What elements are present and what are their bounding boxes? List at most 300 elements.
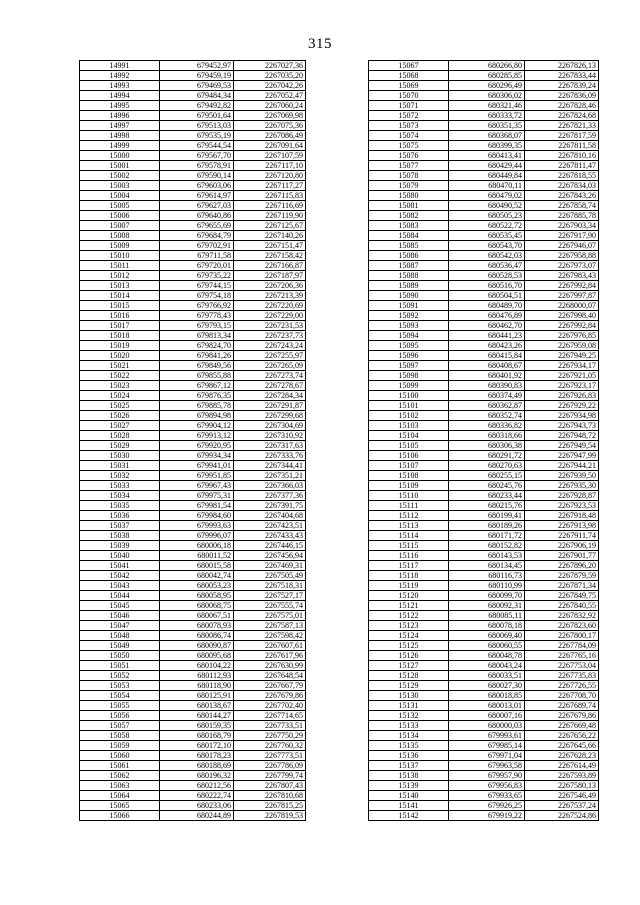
x-coordinate-cell: 680470,11 [449, 181, 525, 191]
table-row [369, 611, 599, 621]
x-coordinate-cell: 680199,41 [449, 511, 525, 521]
x-coordinate-cell: 680007,16 [449, 711, 525, 721]
y-coordinate-cell: 2267879,59 [525, 571, 599, 581]
point-number-cell: 15051 [80, 661, 160, 671]
y-coordinate-cell: 2267992,84 [525, 321, 599, 331]
x-coordinate-cell: 680000,03 [449, 721, 525, 731]
table-row [369, 651, 599, 661]
y-coordinate-cell: 2267116,69 [234, 201, 306, 211]
table-row [369, 251, 599, 261]
y-coordinate-cell: 2267630,99 [234, 661, 306, 671]
table-row [369, 771, 599, 781]
x-coordinate-cell: 679934,34 [160, 451, 234, 461]
x-coordinate-cell: 680321,46 [449, 101, 525, 111]
point-number-cell: 15123 [369, 621, 449, 631]
point-number-cell: 15094 [369, 331, 449, 341]
table-row [80, 521, 306, 531]
point-number-cell: 15026 [80, 411, 160, 421]
point-number-cell: 15122 [369, 611, 449, 621]
y-coordinate-cell: 2267946,07 [525, 241, 599, 251]
y-coordinate-cell: 2267871,34 [525, 581, 599, 591]
table-row [80, 351, 306, 361]
table-row [369, 211, 599, 221]
x-coordinate-cell: 680215,76 [449, 501, 525, 511]
table-row [80, 741, 306, 751]
y-coordinate-cell: 2267091,64 [234, 141, 306, 151]
table-row [80, 701, 306, 711]
x-coordinate-cell: 680112,93 [160, 671, 234, 681]
x-coordinate-cell: 679841,26 [160, 351, 234, 361]
point-number-cell: 15001 [80, 161, 160, 171]
point-number-cell: 15093 [369, 321, 449, 331]
table-row [369, 331, 599, 341]
x-coordinate-cell: 680086,74 [160, 631, 234, 641]
x-coordinate-cell: 680429,44 [449, 161, 525, 171]
table-row [80, 61, 306, 71]
point-number-cell: 15025 [80, 401, 160, 411]
y-coordinate-cell: 2267911,74 [525, 531, 599, 541]
x-coordinate-cell: 679513,03 [160, 121, 234, 131]
point-number-cell: 15083 [369, 221, 449, 231]
point-number-cell: 15072 [369, 111, 449, 121]
y-coordinate-cell: 2267784,09 [525, 641, 599, 651]
table-row [80, 231, 306, 241]
point-number-cell: 15052 [80, 671, 160, 681]
x-coordinate-cell: 679501,64 [160, 111, 234, 121]
y-coordinate-cell: 2267423,51 [234, 521, 306, 531]
x-coordinate-cell: 680408,67 [449, 361, 525, 371]
x-coordinate-cell: 680172,10 [160, 741, 234, 751]
y-coordinate-cell: 2267027,36 [234, 61, 306, 71]
y-coordinate-cell: 2267587,13 [234, 621, 306, 631]
point-number-cell: 15064 [80, 791, 160, 801]
table-row [80, 671, 306, 681]
y-coordinate-cell: 2267433,43 [234, 531, 306, 541]
point-number-cell: 15031 [80, 461, 160, 471]
point-number-cell: 15084 [369, 231, 449, 241]
x-coordinate-cell: 680058,95 [160, 591, 234, 601]
x-coordinate-cell: 679535,19 [160, 131, 234, 141]
point-number-cell: 15077 [369, 161, 449, 171]
table-row [369, 731, 599, 741]
table-row [369, 551, 599, 561]
y-coordinate-cell: 2267391,75 [234, 501, 306, 511]
y-coordinate-cell: 2267035,20 [234, 71, 306, 81]
x-coordinate-cell: 680144,27 [160, 711, 234, 721]
table-row [80, 81, 306, 91]
point-number-cell: 15009 [80, 241, 160, 251]
x-coordinate-cell: 679813,34 [160, 331, 234, 341]
table-row [80, 151, 306, 161]
table-row [80, 481, 306, 491]
point-number-cell: 15070 [369, 91, 449, 101]
table-row [80, 251, 306, 261]
point-number-cell: 15015 [80, 301, 160, 311]
point-number-cell: 15131 [369, 701, 449, 711]
y-coordinate-cell: 2267947,99 [525, 451, 599, 461]
x-coordinate-cell: 680476,89 [449, 311, 525, 321]
y-coordinate-cell: 2267819,53 [234, 811, 306, 821]
y-coordinate-cell: 2267284,34 [234, 391, 306, 401]
point-number-cell: 15046 [80, 611, 160, 621]
table-row [80, 381, 306, 391]
y-coordinate-cell: 2267760,32 [234, 741, 306, 751]
x-coordinate-cell: 679544,54 [160, 141, 234, 151]
table-row [80, 731, 306, 741]
y-coordinate-cell: 2267656,22 [525, 731, 599, 741]
point-number-cell: 15135 [369, 741, 449, 751]
y-coordinate-cell: 2267997,87 [525, 291, 599, 301]
point-number-cell: 15089 [369, 281, 449, 291]
point-number-cell: 15043 [80, 581, 160, 591]
x-coordinate-cell: 679981,54 [160, 501, 234, 511]
y-coordinate-cell: 2267799,74 [234, 771, 306, 781]
point-number-cell: 15139 [369, 781, 449, 791]
table-row [80, 341, 306, 351]
table-row [80, 361, 306, 371]
x-coordinate-cell: 679867,12 [160, 381, 234, 391]
x-coordinate-cell: 679459,19 [160, 71, 234, 81]
point-number-cell: 15102 [369, 411, 449, 421]
y-coordinate-cell: 2267901,77 [525, 551, 599, 561]
y-coordinate-cell: 2267918,48 [525, 511, 599, 521]
point-number-cell: 15129 [369, 681, 449, 691]
y-coordinate-cell: 2267935,30 [525, 481, 599, 491]
y-coordinate-cell: 2267679,86 [234, 691, 306, 701]
point-number-cell: 15104 [369, 431, 449, 441]
y-coordinate-cell: 2267959,08 [525, 341, 599, 351]
y-coordinate-cell: 2267125,67 [234, 221, 306, 231]
point-number-cell: 15028 [80, 431, 160, 441]
y-coordinate-cell: 2267229,00 [234, 311, 306, 321]
point-number-cell: 15086 [369, 251, 449, 261]
x-coordinate-cell: 679711,58 [160, 251, 234, 261]
y-coordinate-cell: 2267377,36 [234, 491, 306, 501]
point-number-cell: 14992 [80, 71, 160, 81]
x-coordinate-cell: 680479,02 [449, 191, 525, 201]
x-coordinate-cell: 679985,14 [449, 741, 525, 751]
x-coordinate-cell: 679720,01 [160, 261, 234, 271]
y-coordinate-cell: 2267645,66 [525, 741, 599, 751]
x-coordinate-cell: 680053,23 [160, 581, 234, 591]
table-row [369, 351, 599, 361]
y-coordinate-cell: 2267811,58 [525, 141, 599, 151]
x-coordinate-cell: 680333,72 [449, 111, 525, 121]
x-coordinate-cell: 679996,07 [160, 531, 234, 541]
point-number-cell: 15099 [369, 381, 449, 391]
table-row [80, 211, 306, 221]
point-number-cell: 15079 [369, 181, 449, 191]
point-number-cell: 15073 [369, 121, 449, 131]
point-number-cell: 15105 [369, 441, 449, 451]
point-number-cell: 15132 [369, 711, 449, 721]
y-coordinate-cell: 2267669,48 [525, 721, 599, 731]
x-coordinate-cell: 679885,78 [160, 401, 234, 411]
y-coordinate-cell: 2267765,16 [525, 651, 599, 661]
table-row [369, 691, 599, 701]
point-number-cell: 15081 [369, 201, 449, 211]
x-coordinate-cell: 680042,74 [160, 571, 234, 581]
x-coordinate-cell: 679492,82 [160, 101, 234, 111]
table-row [80, 421, 306, 431]
point-number-cell: 15030 [80, 451, 160, 461]
y-coordinate-cell: 2267117,10 [234, 161, 306, 171]
table-row [369, 561, 599, 571]
x-coordinate-cell: 679993,61 [449, 731, 525, 741]
point-number-cell: 15007 [80, 221, 160, 231]
y-coordinate-cell: 2267821,33 [525, 121, 599, 131]
table-row [369, 381, 599, 391]
x-coordinate-cell: 680048,78 [449, 651, 525, 661]
x-coordinate-cell: 679919,22 [449, 811, 525, 821]
table-row [369, 121, 599, 131]
table-row [369, 661, 599, 671]
y-coordinate-cell: 2267537,24 [525, 801, 599, 811]
point-number-cell: 15106 [369, 451, 449, 461]
table-row [369, 801, 599, 811]
table-row [369, 761, 599, 771]
table-row [369, 91, 599, 101]
point-number-cell: 15050 [80, 651, 160, 661]
table-row [369, 151, 599, 161]
table-row [369, 271, 599, 281]
y-coordinate-cell: 2267075,36 [234, 121, 306, 131]
table-row [369, 171, 599, 181]
y-coordinate-cell: 2267733,51 [234, 721, 306, 731]
x-coordinate-cell: 679951,85 [160, 471, 234, 481]
point-number-cell: 15140 [369, 791, 449, 801]
y-coordinate-cell: 2267446,15 [234, 541, 306, 551]
y-coordinate-cell: 2267607,61 [234, 641, 306, 651]
x-coordinate-cell: 679855,88 [160, 371, 234, 381]
table-row [369, 291, 599, 301]
table-row [369, 111, 599, 121]
table-row [369, 261, 599, 271]
table-row [369, 421, 599, 431]
table-row [80, 391, 306, 401]
y-coordinate-cell: 2267237,73 [234, 331, 306, 341]
x-coordinate-cell: 680159,35 [160, 721, 234, 731]
x-coordinate-cell: 680090,87 [160, 641, 234, 651]
x-coordinate-cell: 680441,23 [449, 331, 525, 341]
y-coordinate-cell: 2267231,53 [234, 321, 306, 331]
table-row [80, 681, 306, 691]
table-row [369, 621, 599, 631]
point-number-cell: 15085 [369, 241, 449, 251]
point-number-cell: 15115 [369, 541, 449, 551]
x-coordinate-cell: 679963,58 [449, 761, 525, 771]
x-coordinate-cell: 680390,83 [449, 381, 525, 391]
y-coordinate-cell: 2267913,98 [525, 521, 599, 531]
table-row [80, 801, 306, 811]
table-row [80, 321, 306, 331]
x-coordinate-cell: 680134,45 [449, 561, 525, 571]
x-coordinate-cell: 680118,90 [160, 681, 234, 691]
y-coordinate-cell: 2267527,17 [234, 591, 306, 601]
point-number-cell: 15006 [80, 211, 160, 221]
point-number-cell: 15013 [80, 281, 160, 291]
coordinates-table-right [368, 60, 599, 821]
table-row [80, 751, 306, 761]
point-number-cell: 15117 [369, 561, 449, 571]
x-coordinate-cell: 680099,70 [449, 591, 525, 601]
x-coordinate-cell: 680013,01 [449, 701, 525, 711]
point-number-cell: 15057 [80, 721, 160, 731]
point-number-cell: 15112 [369, 511, 449, 521]
table-row [369, 181, 599, 191]
point-number-cell: 15021 [80, 361, 160, 371]
point-number-cell: 15128 [369, 671, 449, 681]
y-coordinate-cell: 2267593,89 [525, 771, 599, 781]
y-coordinate-cell: 2267833,44 [525, 71, 599, 81]
x-coordinate-cell: 679993,63 [160, 521, 234, 531]
x-coordinate-cell: 680351,35 [449, 121, 525, 131]
point-number-cell: 15068 [369, 71, 449, 81]
y-coordinate-cell: 2267456,94 [234, 551, 306, 561]
table-row [80, 301, 306, 311]
table-row [369, 221, 599, 231]
table-row [80, 221, 306, 231]
y-coordinate-cell: 2267934,98 [525, 411, 599, 421]
x-coordinate-cell: 680143,53 [449, 551, 525, 561]
y-coordinate-cell: 2267304,69 [234, 421, 306, 431]
point-number-cell: 15067 [369, 61, 449, 71]
table-row [80, 191, 306, 201]
y-coordinate-cell: 2267505,49 [234, 571, 306, 581]
y-coordinate-cell: 2267628,23 [525, 751, 599, 761]
point-number-cell: 15126 [369, 651, 449, 661]
point-number-cell: 15042 [80, 571, 160, 581]
point-number-cell: 15060 [80, 751, 160, 761]
x-coordinate-cell: 679971,04 [449, 751, 525, 761]
point-number-cell: 15082 [369, 211, 449, 221]
table-row [369, 531, 599, 541]
point-number-cell: 15039 [80, 541, 160, 551]
x-coordinate-cell: 679956,83 [449, 781, 525, 791]
x-coordinate-cell: 679590,14 [160, 171, 234, 181]
table-row [80, 441, 306, 451]
table-row [369, 101, 599, 111]
x-coordinate-cell: 680542,03 [449, 251, 525, 261]
coordinates-table-left [79, 60, 306, 821]
y-coordinate-cell: 2267366,03 [234, 481, 306, 491]
point-number-cell: 15076 [369, 151, 449, 161]
table-row [80, 241, 306, 251]
x-coordinate-cell: 679603,06 [160, 181, 234, 191]
table-row [369, 311, 599, 321]
x-coordinate-cell: 680171,72 [449, 531, 525, 541]
table-row [80, 591, 306, 601]
point-number-cell: 15037 [80, 521, 160, 531]
y-coordinate-cell: 2267992,84 [525, 281, 599, 291]
table-row [369, 541, 599, 551]
table-row [80, 601, 306, 611]
x-coordinate-cell: 679967,43 [160, 481, 234, 491]
table-row [80, 791, 306, 801]
point-number-cell: 15018 [80, 331, 160, 341]
point-number-cell: 15010 [80, 251, 160, 261]
table-row [80, 511, 306, 521]
y-coordinate-cell: 2267939,50 [525, 471, 599, 481]
point-number-cell: 15017 [80, 321, 160, 331]
point-number-cell: 15120 [369, 591, 449, 601]
y-coordinate-cell: 2267151,47 [234, 241, 306, 251]
point-number-cell: 15098 [369, 371, 449, 381]
table-row [80, 121, 306, 131]
y-coordinate-cell: 2267069,98 [234, 111, 306, 121]
y-coordinate-cell: 2267310,92 [234, 431, 306, 441]
y-coordinate-cell: 2267823,60 [525, 621, 599, 631]
x-coordinate-cell: 679469,53 [160, 81, 234, 91]
point-number-cell: 15111 [369, 501, 449, 511]
y-coordinate-cell: 2267834,03 [525, 181, 599, 191]
point-number-cell: 15036 [80, 511, 160, 521]
y-coordinate-cell: 2267518,31 [234, 581, 306, 591]
x-coordinate-cell: 680110,99 [449, 581, 525, 591]
y-coordinate-cell: 2267903,34 [525, 221, 599, 231]
table-row [80, 651, 306, 661]
x-coordinate-cell: 680504,51 [449, 291, 525, 301]
point-number-cell: 15035 [80, 501, 160, 511]
table-row [80, 271, 306, 281]
y-coordinate-cell: 2267220,69 [234, 301, 306, 311]
y-coordinate-cell: 2267299,68 [234, 411, 306, 421]
y-coordinate-cell: 2267344,41 [234, 461, 306, 471]
x-coordinate-cell: 680085,11 [449, 611, 525, 621]
y-coordinate-cell: 2267998,40 [525, 311, 599, 321]
point-number-cell: 15034 [80, 491, 160, 501]
table-row [80, 771, 306, 781]
table-row [369, 441, 599, 451]
x-coordinate-cell: 679920,95 [160, 441, 234, 451]
point-number-cell: 15066 [80, 811, 160, 821]
table-row [369, 141, 599, 151]
x-coordinate-cell: 680222,74 [160, 791, 234, 801]
table-row [369, 131, 599, 141]
point-number-cell: 15114 [369, 531, 449, 541]
x-coordinate-cell: 680095,68 [160, 651, 234, 661]
y-coordinate-cell: 2267714,65 [234, 711, 306, 721]
x-coordinate-cell: 680018,85 [449, 691, 525, 701]
y-coordinate-cell: 2267958,88 [525, 251, 599, 261]
table-row [80, 461, 306, 471]
point-number-cell: 15107 [369, 461, 449, 471]
x-coordinate-cell: 679876,35 [160, 391, 234, 401]
point-number-cell: 15033 [80, 481, 160, 491]
table-row [369, 191, 599, 201]
x-coordinate-cell: 679941,01 [160, 461, 234, 471]
x-coordinate-cell: 679904,12 [160, 421, 234, 431]
point-number-cell: 15103 [369, 421, 449, 431]
table-row [80, 581, 306, 591]
point-number-cell: 15048 [80, 631, 160, 641]
point-number-cell: 15047 [80, 621, 160, 631]
point-number-cell: 15022 [80, 371, 160, 381]
y-coordinate-cell: 2267265,09 [234, 361, 306, 371]
y-coordinate-cell: 2267943,73 [525, 421, 599, 431]
table-row [80, 71, 306, 81]
table-row [80, 331, 306, 341]
point-number-cell: 15056 [80, 711, 160, 721]
y-coordinate-cell: 2267667,79 [234, 681, 306, 691]
y-coordinate-cell: 2267060,24 [234, 101, 306, 111]
y-coordinate-cell: 2267243,24 [234, 341, 306, 351]
table-row [80, 711, 306, 721]
y-coordinate-cell: 2267598,42 [234, 631, 306, 641]
table-row [80, 201, 306, 211]
y-coordinate-cell: 2267575,01 [234, 611, 306, 621]
y-coordinate-cell: 2267928,87 [525, 491, 599, 501]
